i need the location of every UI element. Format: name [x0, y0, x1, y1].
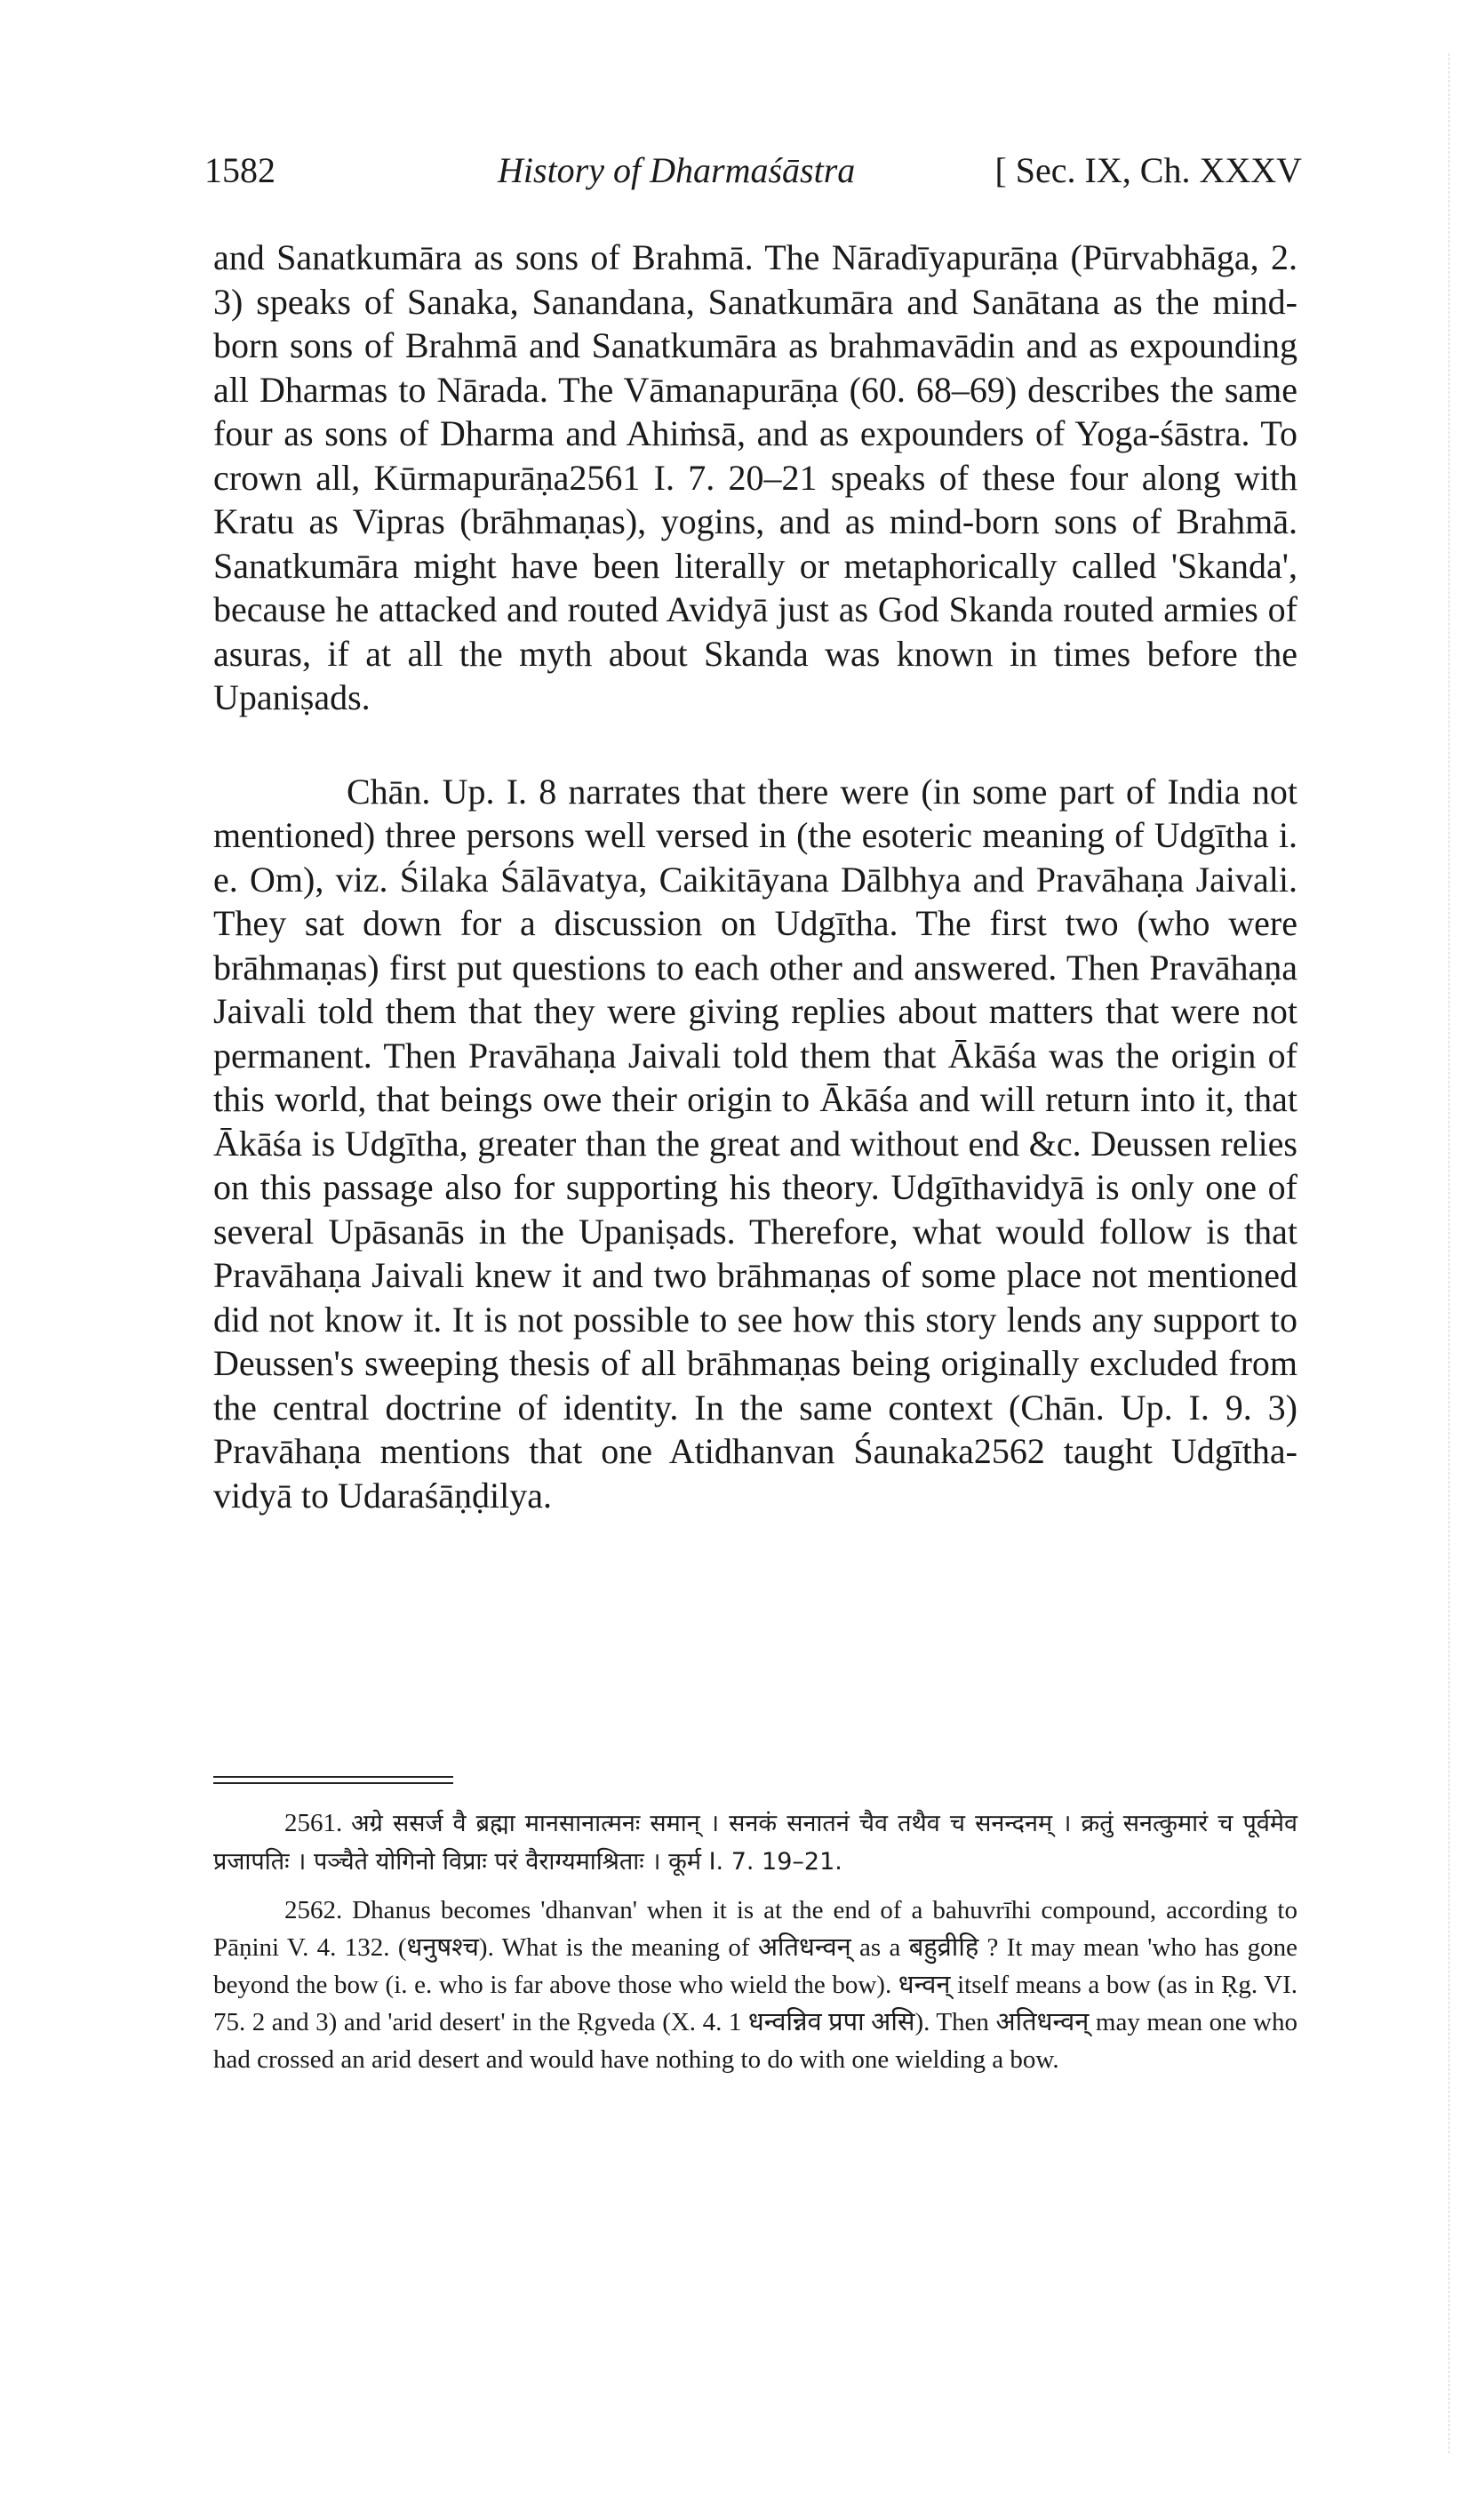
page-number: 1582: [204, 150, 275, 190]
footnote-text: अग्रे ससर्ज वै ब्रह्मा मानसानात्मनः समान् । सनकं सनातनं चैव तथैव च सनन्दनम् । क्रतुं सनत्कुमारं च पूर्वमेव प्रजापतिः । पञ्चैते योगिनो विप्राः परं वैराग्यमाश्रिताः । कूर्म I. 7. 19–21.: [213, 1810, 1297, 1876]
section-reference: [ Sec. IX, Ch. XXXV: [994, 150, 1302, 190]
footnote-number: 2561.: [284, 1809, 343, 1837]
footnote-number: 2562.: [284, 1896, 343, 1924]
footnote-2562: [213, 1892, 1297, 2078]
running-title: History of Dharmaśāstra: [498, 150, 856, 190]
footnote-2561: [213, 1804, 1297, 1881]
running-header: [204, 149, 1302, 212]
footnotes: [213, 1804, 1297, 2089]
footnote-divider: [213, 1782, 453, 1784]
footnote-text: Dhanus becomes 'dhanvan' when it is at the end of a bahuvrīhi compound, according to Pāṇini V. 4. 132. (धनुषश्च). What is the meaning of अतिधन्वन् as a बहुव्रीहि ? It may mean 'who has gone beyond the bow (i. e. who is far above those who wield the bow). धन्वन् itself means a bow (as in Ṛg. VI. 75. 2 and 3) and 'arid desert' in the Ṛgveda (X. 4. 1 धन्वन्निव प्रपा असि). Then अतिधन्वन् may mean one who had crossed an arid desert and would have nothing to do with one wielding a bow.: [213, 1896, 1297, 2074]
paragraph: Chān. Up. I. 8 narrates that there were (in some part of India not mentioned) three persons well versed in (the esoteric meaning of Udgītha i. e. Om), viz. Śilaka Śālāvatya, Caikitāyana Dālbhya and Pravāhaṇa Jaivali. They sat down for a discussion on Udgītha. The first two (who were brāhmaṇas) first put questions to each other and answered. Then Pravāhaṇa Jaivali told them that they were giving replies about matters that were not permanent. Then Pravāhaṇa Jaivali told them that Ākāśa was the origin of this world, that beings owe their origin to Ākāśa and will return into it, that Ākāśa is Udgītha, greater than the great and without end &c. Deussen relies on this passage also for supporting his theory. Udgīthavidyā is only one of several Upāsanās in the Upaniṣads. Therefore, what would follow is that Pravāhaṇa Jaivali knew it and two brāhmaṇas of some place not mentioned did not know it. It is not possible to see how this story lends any support to Deussen's sweeping thesis of all brāhmaṇas being originally excluded from the central doctrine of identity. In the same context (Chān. Up. I. 9. 3) Pravāhaṇa mentions that one Atidhanvan Śaunaka2562 taught Udgītha-vidyā to Udaraśāṇḍilya.: [213, 771, 1297, 1516]
paragraph: and Sanatkumāra as sons of Brahmā. The Nāradīyapurāṇa (Pūrvabhāga, 2. 3) speaks of Sanaka, Sanandana, Sanatkumāra and Sanātana as the mind-born sons of Brahmā and Sanatkumāra as brahmavādin and as expounding all Dharmas to Nārada. The Vāmanapurāṇa (60. 68–69) describes the same four as sons of Dharma and Ahiṁsā, and as expounders of Yoga-śāstra. To crown all, Kūrmapurāṇa2561 I. 7. 20–21 speaks of these four along with Kratu as Vipras (brāhmaṇas), yogins, and as mind-born sons of Brahmā. Sanatkumāra might have been literally or metaphorically called 'Skanda', because he attacked and routed Avidyā just as God Skanda routed armies of asuras, if at all the myth about Skanda was known in times before the Upaniṣads.: [213, 237, 1297, 717]
main-text: [213, 236, 1297, 1517]
footnote-divider: [213, 1776, 453, 1778]
